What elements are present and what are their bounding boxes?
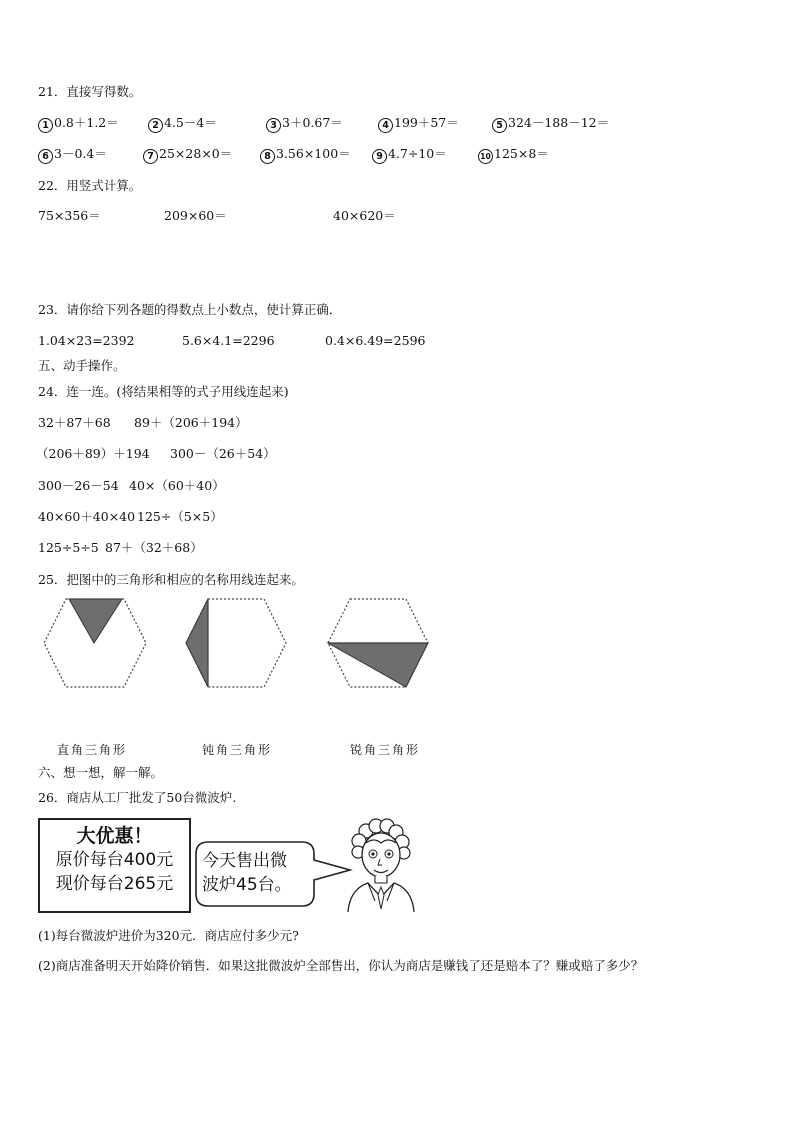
q21-item-3: 3 3＋0.67＝ xyxy=(266,115,343,133)
q21-item-7: 7 25×28×0＝ xyxy=(143,146,232,164)
q24-right-2: 300－（26＋54） xyxy=(170,446,276,461)
q24-left-1: 32＋87＋68 xyxy=(38,415,111,430)
q25-title: 25．把图中的三角形和相应的名称用线连起来。 xyxy=(38,572,304,587)
q26-sub1: (1)每台微波炉进价为320元．商店应付多少元? xyxy=(38,928,299,943)
q21-item-9: 9 4.7÷10＝ xyxy=(372,146,447,164)
q24-left-5: 125÷5÷5 xyxy=(38,540,99,555)
circle-number-icon: 9 xyxy=(372,149,387,164)
q23-item-3: 0.4×6.49=2596 xyxy=(325,333,426,348)
q21-item-2: 2 4.5－4＝ xyxy=(148,115,217,133)
q24-left-3: 300－26－54 xyxy=(38,478,119,493)
q21-item-10: 10 125×8＝ xyxy=(478,146,549,164)
label-obtuse-triangle: 钝角三角形 xyxy=(202,743,273,757)
q24-left-4: 40×60＋40×40 xyxy=(38,509,136,524)
q21-item-5: 5 324－188－12＝ xyxy=(492,115,609,133)
circle-number-icon: 7 xyxy=(143,149,158,164)
label-right-triangle: 直角三角形 xyxy=(57,743,128,757)
bubble-text: 今天售出微 波炉45台。 xyxy=(202,851,292,895)
q22-item-3: 40×620＝ xyxy=(333,208,396,223)
circle-number-icon: 10 xyxy=(478,149,493,164)
q21-item-1: 1 0.8＋1.2＝ xyxy=(38,115,119,133)
person-illustration-icon xyxy=(344,817,416,913)
label-acute-triangle: 锐角三角形 xyxy=(350,743,421,757)
circle-number-icon: 1 xyxy=(38,118,53,133)
q22-item-1: 75×356＝ xyxy=(38,208,101,223)
circle-number-icon: 2 xyxy=(148,118,163,133)
q22-item-2: 209×60＝ xyxy=(164,208,227,223)
q22-title: 22．用竖式计算。 xyxy=(38,178,142,193)
q26-sub2: (2)商店准备明天开始降价销售．如果这批微波炉全部售出，你认为商店是赚钱了还是赔本了？赚或赔了多少？ xyxy=(38,958,644,973)
circle-number-icon: 5 xyxy=(492,118,507,133)
q23-item-1: 1.04×23=2392 xyxy=(38,333,135,348)
hexagon-figure-3 xyxy=(322,597,432,691)
promo-sign xyxy=(38,818,191,913)
q21-item-8: 8 3.56×100＝ xyxy=(260,146,351,164)
q21-item-6: 6 3－0.4＝ xyxy=(38,146,107,164)
hexagon-figure-2 xyxy=(180,597,290,691)
promo-title: 大优惠！ xyxy=(76,825,153,847)
q24-right-4: 125÷（5×5） xyxy=(137,509,223,524)
section-5-heading: 五、动手操作。 xyxy=(38,358,126,373)
circle-number-icon: 6 xyxy=(38,149,53,164)
section-6-heading: 六、想一想，解一解。 xyxy=(38,765,164,780)
q23-title: 23．请你给下列各题的得数点上小数点，使计算正确． xyxy=(38,302,342,317)
q24-right-5: 87＋（32＋68） xyxy=(105,540,203,555)
promo-current-price: 现价每台265元 xyxy=(55,874,174,894)
q24-left-2: （206＋89）＋194 xyxy=(36,446,150,461)
q26-title: 26．商店从工厂批发了50台微波炉. xyxy=(38,790,237,805)
q24-title: 24．连一连。(将结果相等的式子用线连起来) xyxy=(38,384,289,399)
q24-right-1: 89＋（206＋194） xyxy=(134,415,248,430)
promo-original-price: 原价每台400元 xyxy=(55,850,174,870)
circle-number-icon: 3 xyxy=(266,118,281,133)
q23-item-2: 5.6×4.1=2296 xyxy=(182,333,275,348)
q21-item-4: 4 199＋57＝ xyxy=(378,115,459,133)
hexagon-figure-1 xyxy=(40,597,150,691)
q21-title: 21．直接写得数。 xyxy=(38,84,142,99)
circle-number-icon: 8 xyxy=(260,149,275,164)
circle-number-icon: 4 xyxy=(378,118,393,133)
q24-right-3: 40×（60＋40） xyxy=(129,478,225,493)
